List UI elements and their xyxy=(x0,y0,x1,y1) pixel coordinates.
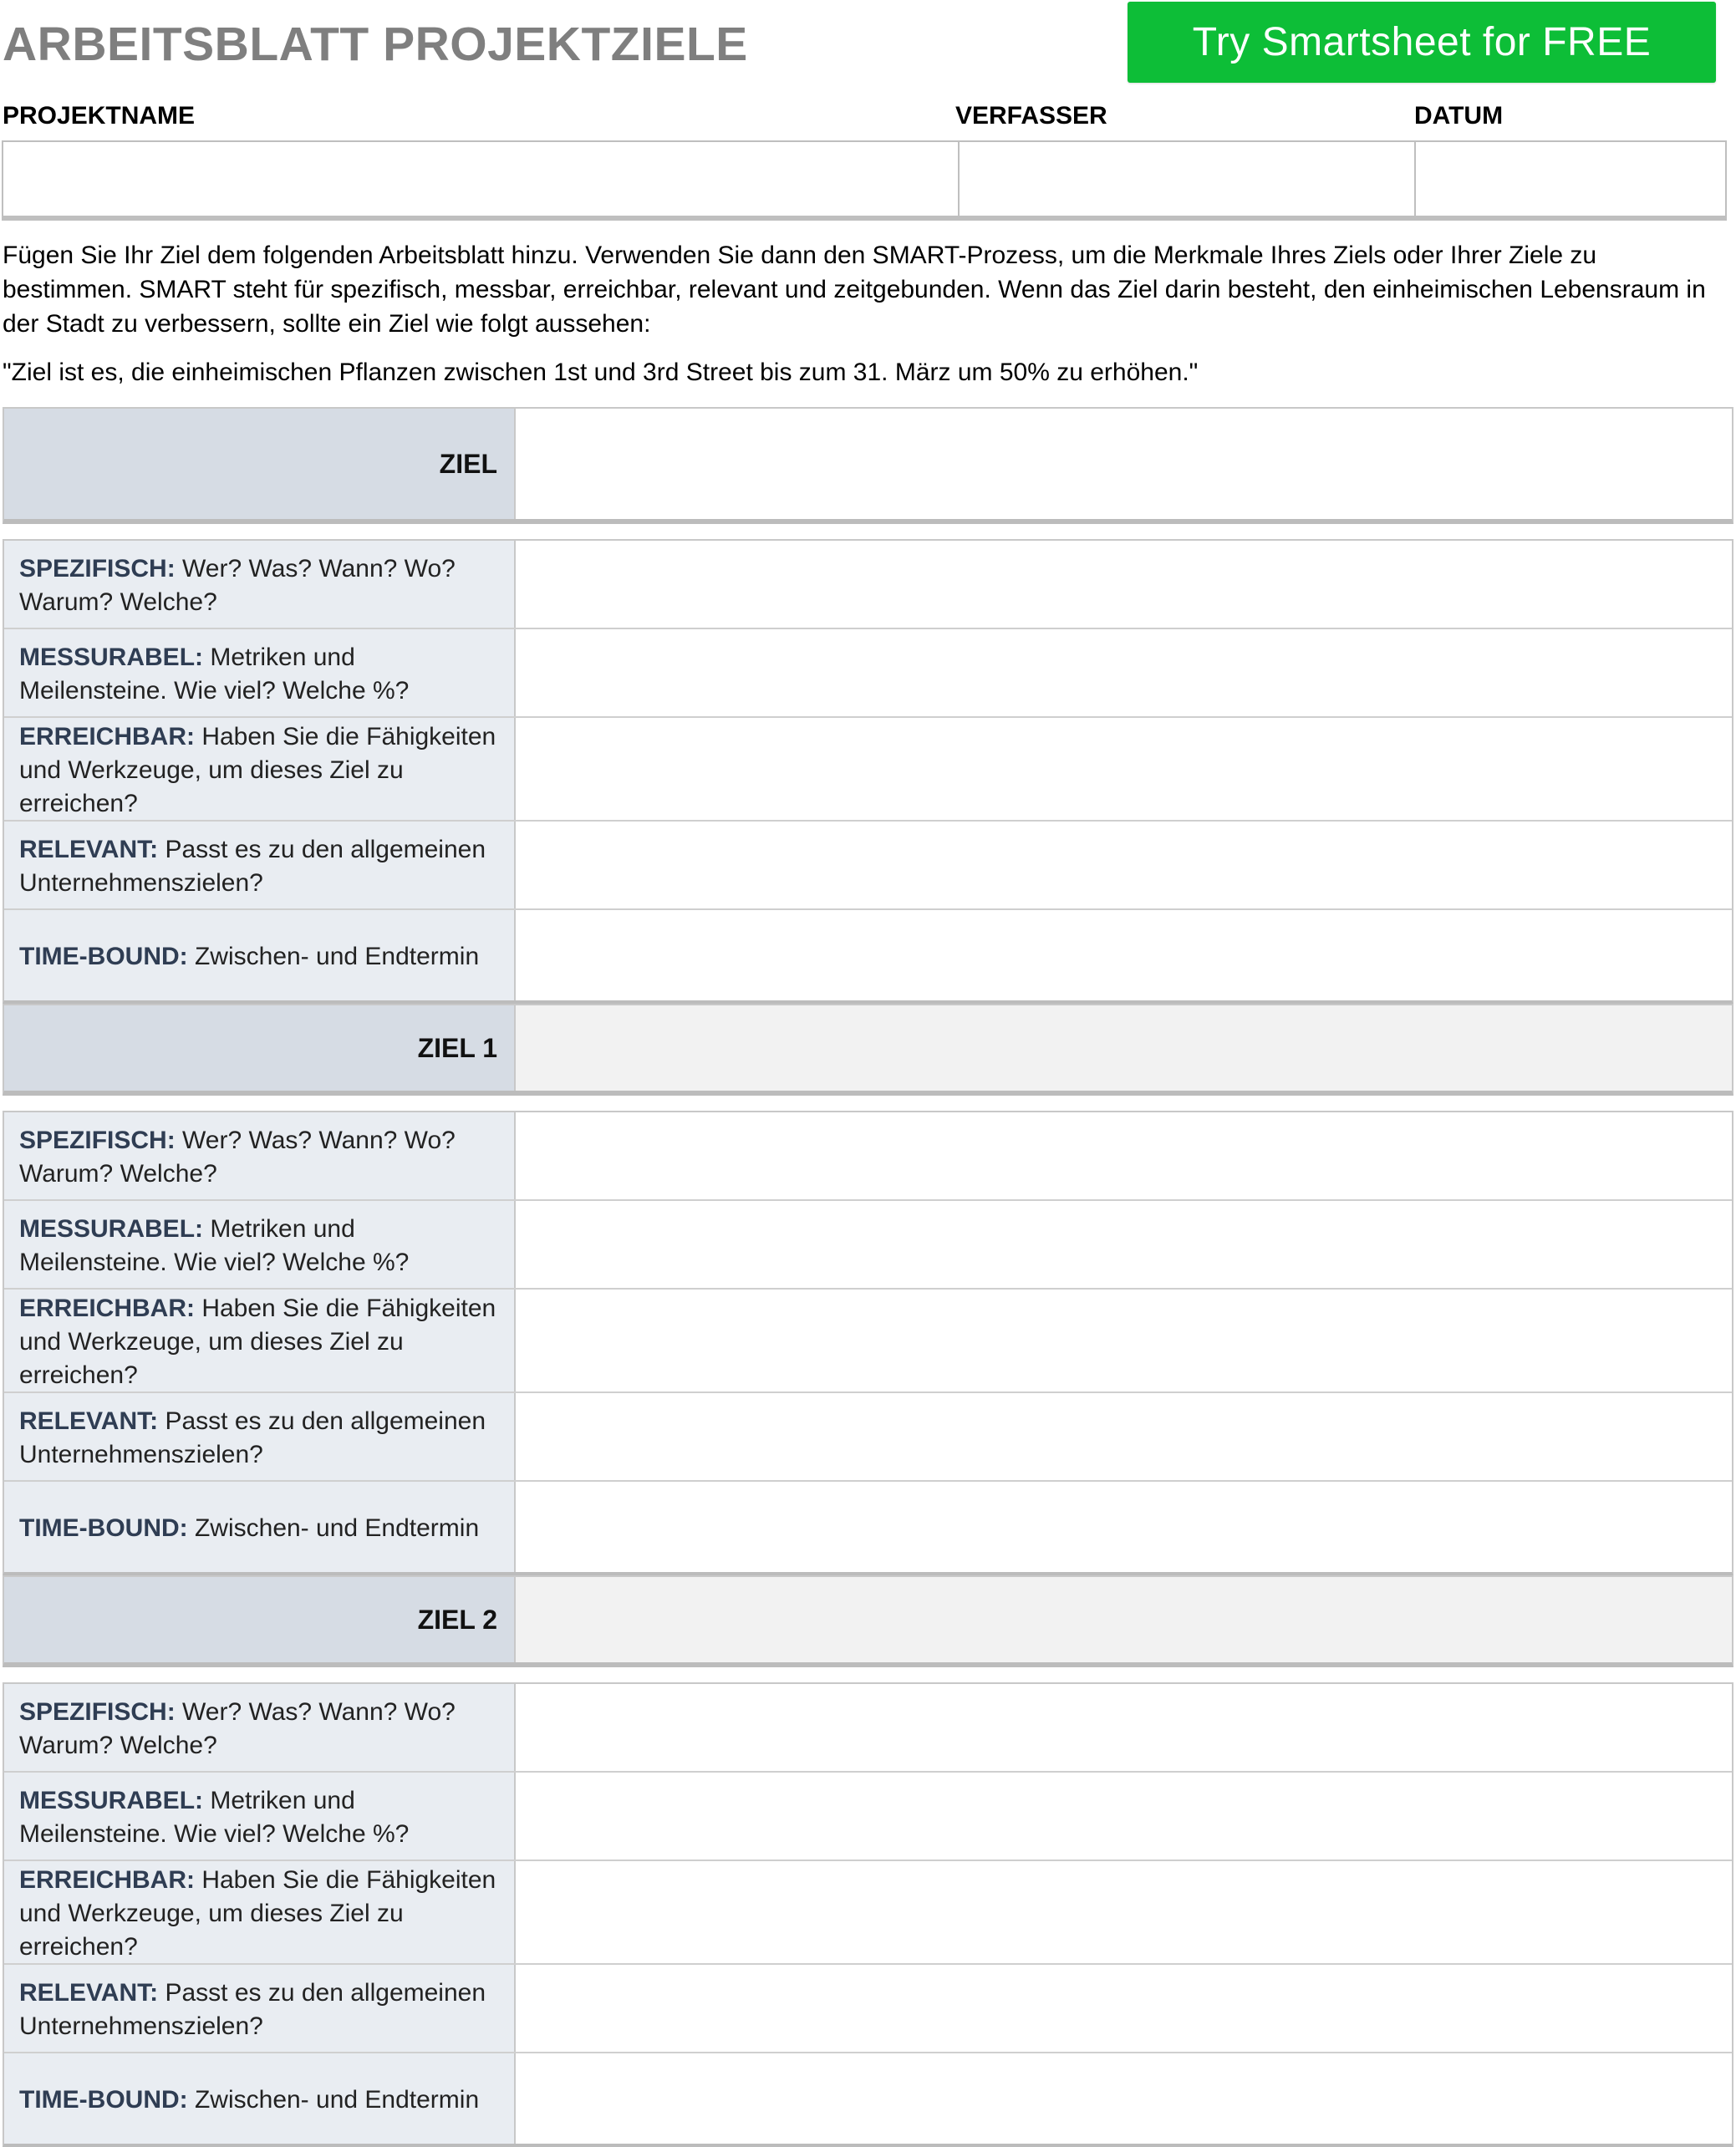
relevant-row xyxy=(4,822,1732,910)
instructions-text: Fügen Sie Ihr Ziel dem folgenden Arbeitsblatt hinzu. Verwenden Sie dann den SMART-Prozess, um die Merkmale Ihres Ziels oder Ihrer Ziele zu bestimmen. SMART steht für spezifisch, messbar, erreichbar, relevant und zeitgebunden. Wenn das Ziel darin besteht, den einheimischen Lebensraum in der Stadt zu verbessern, sollte ein Ziel wie folgt aussehen: xyxy=(3,242,1706,338)
relevant-input[interactable] xyxy=(516,1393,1732,1480)
try-smartsheet-button[interactable]: Try Smartsheet for FREE xyxy=(1128,2,1716,83)
specific-input[interactable] xyxy=(516,1112,1732,1199)
measurable-row xyxy=(4,629,1732,718)
achievable-label: ERREICHBAR: Haben Sie die Fähigkeiten und Werkzeuge, um dieses Ziel zu erreichen? xyxy=(4,1861,516,1963)
page-title: ARBEITSBLATT PROJEKTZIELE xyxy=(3,18,748,71)
example-goal-text: "Ziel ist es, die einheimischen Pflanzen zwischen 1st und 3rd Street bis zum 31. März um 50% zu erhöhen." xyxy=(3,359,1199,386)
author-label: VERFASSER xyxy=(955,102,1107,130)
time-bound-input[interactable] xyxy=(516,1482,1732,1572)
date-label: DATUM xyxy=(1414,102,1504,130)
relevant-label: RELEVANT: Passt es zu den allgemeinen Unternehmenszielen? xyxy=(4,822,516,908)
specific-label: SPEZIFISCH: Wer? Was? Wann? Wo? Warum? Welche? xyxy=(4,541,516,628)
author-field[interactable] xyxy=(960,142,1416,216)
achievable-row xyxy=(4,718,1732,822)
goal-row xyxy=(3,1004,1733,1096)
smart-criteria-table xyxy=(3,539,1733,1004)
specific-row xyxy=(4,1684,1732,1773)
measurable-label: MESSURABEL: Metriken und Meilensteine. Wie viel? Welche %? xyxy=(4,629,516,716)
time-bound-row xyxy=(4,1482,1732,1572)
measurable-row xyxy=(4,1773,1732,1861)
time-bound-input[interactable] xyxy=(516,910,1732,1000)
achievable-input[interactable] xyxy=(516,1861,1732,1963)
relevant-label: RELEVANT: Passt es zu den allgemeinen Unternehmenszielen? xyxy=(4,1393,516,1480)
measurable-label: MESSURABEL: Metriken und Meilensteine. Wie viel? Welche %? xyxy=(4,1773,516,1860)
goal-input[interactable] xyxy=(516,409,1732,519)
achievable-row xyxy=(4,1290,1732,1393)
relevant-row xyxy=(4,1965,1732,2053)
goal-row xyxy=(3,1575,1733,1667)
goal-label: ZIEL xyxy=(4,409,516,519)
relevant-input[interactable] xyxy=(516,822,1732,908)
achievable-label: ERREICHBAR: Haben Sie die Fähigkeiten und Werkzeuge, um dieses Ziel zu erreichen? xyxy=(4,718,516,820)
relevant-input[interactable] xyxy=(516,1965,1732,2052)
goal-row xyxy=(3,407,1733,524)
time-bound-label: TIME-BOUND: Zwischen- und Endtermin xyxy=(4,2053,516,2144)
goals-worksheet xyxy=(3,407,1733,2147)
achievable-input[interactable] xyxy=(516,1290,1732,1391)
smart-criteria-table xyxy=(3,1111,1733,1575)
specific-label: SPEZIFISCH: Wer? Was? Wann? Wo? Warum? Welche? xyxy=(4,1684,516,1771)
time-bound-label: TIME-BOUND: Zwischen- und Endtermin xyxy=(4,1482,516,1572)
goal-input[interactable] xyxy=(516,1005,1732,1091)
project-name-label: PROJEKTNAME xyxy=(3,102,196,130)
relevant-label: RELEVANT: Passt es zu den allgemeinen Unternehmenszielen? xyxy=(4,1965,516,2052)
relevant-row xyxy=(4,1393,1732,1482)
time-bound-row xyxy=(4,910,1732,1000)
achievable-row xyxy=(4,1861,1732,1965)
time-bound-row xyxy=(4,2053,1732,2144)
specific-input[interactable] xyxy=(516,1684,1732,1771)
project-name-field[interactable] xyxy=(3,142,960,216)
time-bound-label: TIME-BOUND: Zwischen- und Endtermin xyxy=(4,910,516,1000)
measurable-input[interactable] xyxy=(516,629,1732,716)
specific-input[interactable] xyxy=(516,541,1732,628)
measurable-row xyxy=(4,1201,1732,1290)
measurable-input[interactable] xyxy=(516,1201,1732,1288)
header-fields-table xyxy=(2,140,1727,221)
achievable-input[interactable] xyxy=(516,718,1732,820)
measurable-input[interactable] xyxy=(516,1773,1732,1860)
specific-label: SPEZIFISCH: Wer? Was? Wann? Wo? Warum? Welche? xyxy=(4,1112,516,1199)
smart-criteria-table xyxy=(3,1682,1733,2147)
achievable-label: ERREICHBAR: Haben Sie die Fähigkeiten und Werkzeuge, um dieses Ziel zu erreichen? xyxy=(4,1290,516,1391)
measurable-label: MESSURABEL: Metriken und Meilensteine. Wie viel? Welche %? xyxy=(4,1201,516,1288)
date-field[interactable] xyxy=(1416,142,1725,216)
specific-row xyxy=(4,1112,1732,1201)
goal-input[interactable] xyxy=(516,1577,1732,1662)
time-bound-input[interactable] xyxy=(516,2053,1732,2144)
goal-label: ZIEL 2 xyxy=(4,1577,516,1662)
goal-label: ZIEL 1 xyxy=(4,1005,516,1091)
specific-row xyxy=(4,541,1732,629)
